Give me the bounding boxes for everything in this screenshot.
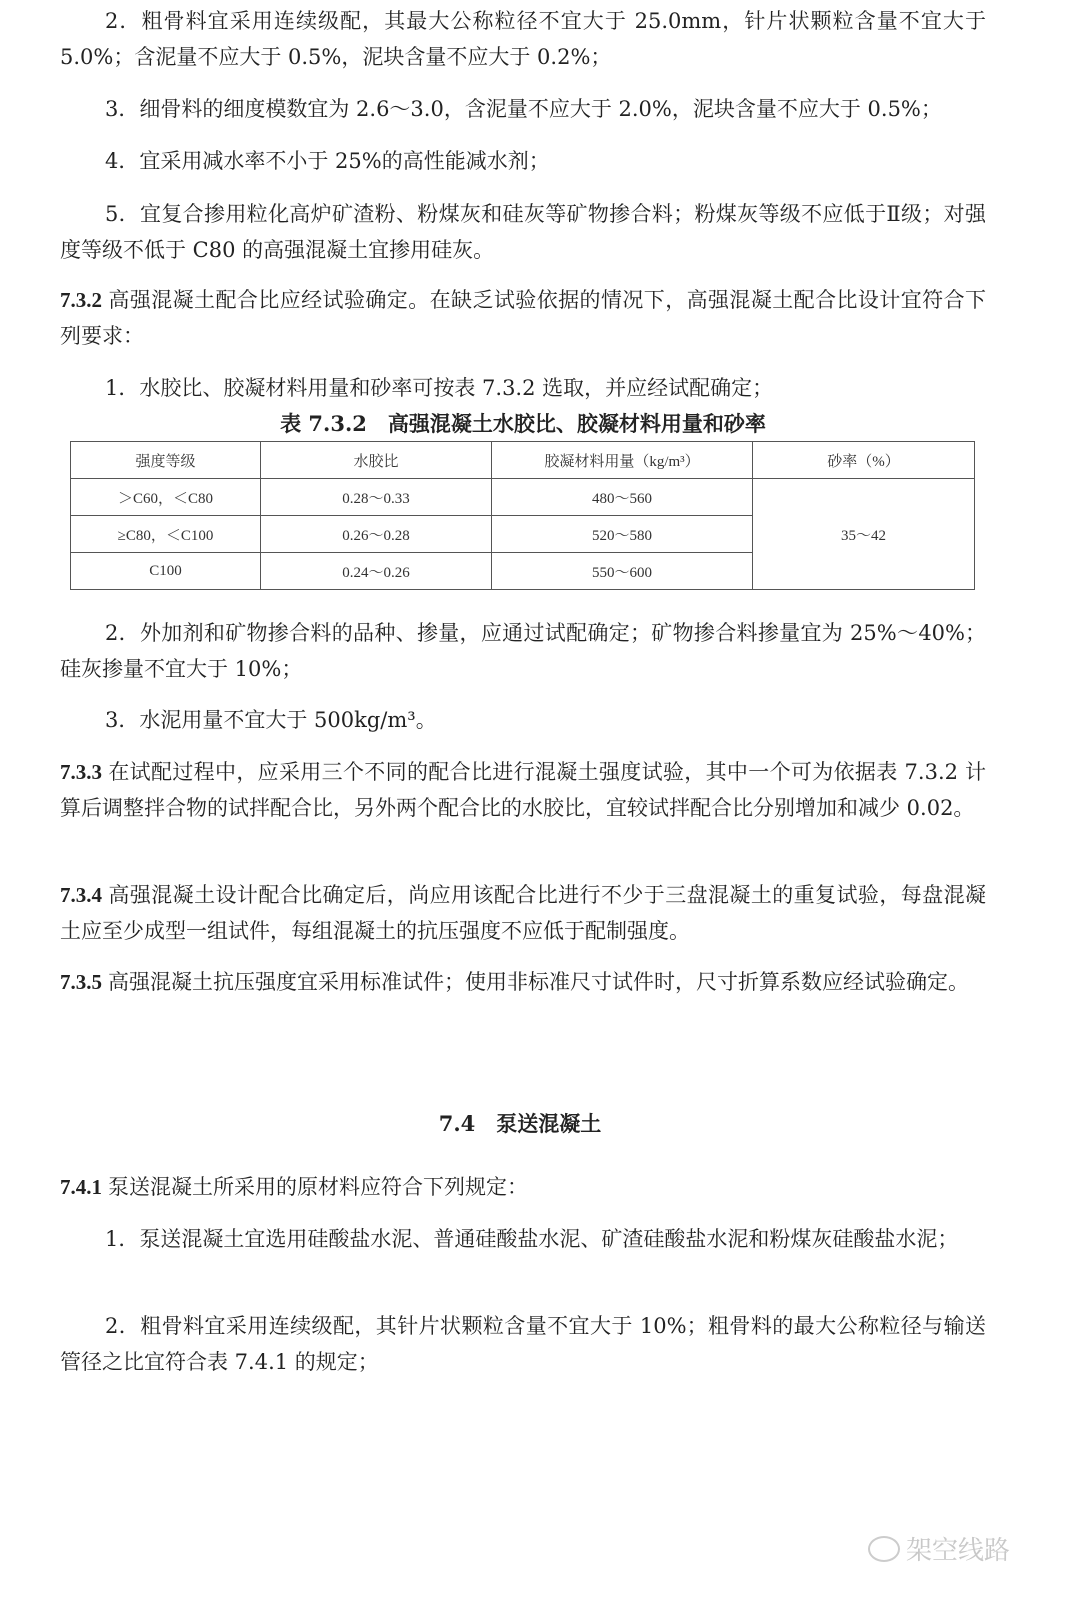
header-cell: 水胶比 [261,442,492,479]
clause-7-3-5 [60,965,986,1001]
table-header-row [71,442,975,479]
clause-number: 7.3.4 [60,883,102,907]
paragraph [60,1309,986,1380]
table-cell: ≥C80，＜C100 [71,516,261,553]
paragraph-text: 高强混凝土配合比应经试验确定。在缺乏试验依据的情况下，高强混凝土配合比设计宜符合下列要求： [60,288,986,348]
paragraph [60,1222,986,1258]
table-cell: 0.28～0.33 [261,479,492,516]
table-cell: 550～600 [492,553,753,590]
table-cell: 520～580 [492,516,753,553]
paragraph-text: 2．粗骨料宜采用连续级配，其针片状颗粒含量不宜大于 10%；粗骨料的最大公称粒径与输送管径之比宜符合表 7.4.1 的规定； [60,1314,986,1374]
mix-ratio-table [70,441,975,590]
table-row [71,479,975,516]
sand-ratio-cell: 35～42 [753,479,975,590]
clause-number: 7.4.1 [60,1175,102,1199]
header-cell: 强度等级 [71,442,261,479]
paragraph-text: 3．细骨料的细度模数宜为 2.6～3.0，含泥量不应大于 2.0%，泥块含量不应大于 0.5%； [105,97,942,121]
table-caption: 表 7.3.2 高强混凝土水胶比、胶凝材料用量和砂率 [280,411,766,436]
paragraph [60,703,986,739]
header-cell: 胶凝材料用量（kg/m³） [492,442,753,479]
paragraph-text: 2．粗骨料宜采用连续级配，其最大公称粒径不宜大于 25.0mm，针片状颗粒含量不宜大于 5.0%；含泥量不应大于 0.5%，泥块含量不应大于 0.2%； [60,9,986,69]
paragraph-text: 泵送混凝土所采用的原材料应符合下列规定： [108,1175,528,1199]
table-cell: 480～560 [492,479,753,516]
paragraph-text: 在试配过程中，应采用三个不同的配合比进行混凝土强度试验，其中一个可为依据表 7.3.2 计算后调整拌合物的试拌配合比，另外两个配合比的水胶比，宜较试拌配合比分别增加和减少 0.02。 [60,760,986,820]
paragraph [60,371,986,407]
paragraph [60,144,986,180]
paragraph-text: 高强混凝土抗压强度宜采用标准试件；使用非标准尺寸试件时，尺寸折算系数应经试验确定。 [108,970,969,994]
paragraph [60,197,986,268]
paragraph-text: 5．宜复合掺用粒化高炉矿渣粉、粉煤灰和硅灰等矿物掺合料；粉煤灰等级不应低于Ⅱ级；对强度等级不低于 C80 的高强混凝土宜掺用硅灰。 [60,202,986,262]
clause-number: 7.3.5 [60,970,102,994]
watermark [868,1530,1010,1567]
watermark-text: 架空线路 [906,1536,1011,1566]
paragraph [60,4,986,75]
table-cell: 0.26～0.28 [261,516,492,553]
paragraph-text: 1．泵送混凝土宜选用硅酸盐水泥、普通硅酸盐水泥、矿渣硅酸盐水泥和粉煤灰硅酸盐水泥； [105,1227,959,1251]
header-cell: 砂率（%） [753,442,975,479]
clause-7-3-2 [60,283,986,354]
paragraph-text: 1．水胶比、胶凝材料用量和砂率可按表 7.3.2 选取，并应经试配确定； [105,376,774,400]
wechat-icon [868,1536,900,1562]
section-heading: 7.4 泵送混凝土 [438,1111,602,1136]
clause-number: 7.3.3 [60,760,102,784]
paragraph [60,616,986,687]
paragraph-text: 2．外加剂和矿物掺合料的品种、掺量，应通过试配确定；矿物掺合料掺量宜为 25%～40%；硅灰掺量不宜大于 10%； [60,621,986,681]
clause-number: 7.3.2 [60,288,102,312]
paragraph-text: 3．水泥用量不宜大于 500kg/m³。 [105,708,437,732]
clause-7-3-3 [60,755,986,826]
table-cell: ＞C60，＜C80 [71,479,261,516]
paragraph [60,92,986,128]
clause-7-3-4 [60,878,986,949]
clause-7-4-1 [60,1170,986,1206]
table-cell: C100 [71,553,261,590]
paragraph-text: 4．宜采用减水率不小于 25%的高性能减水剂； [105,149,550,173]
paragraph-text: 高强混凝土设计配合比确定后，尚应用该配合比进行不少于三盘混凝土的重复试验，每盘混凝土应至少成型一组试件，每组混凝土的抗压强度不应低于配制强度。 [60,883,986,943]
table-cell: 0.24～0.26 [261,553,492,590]
